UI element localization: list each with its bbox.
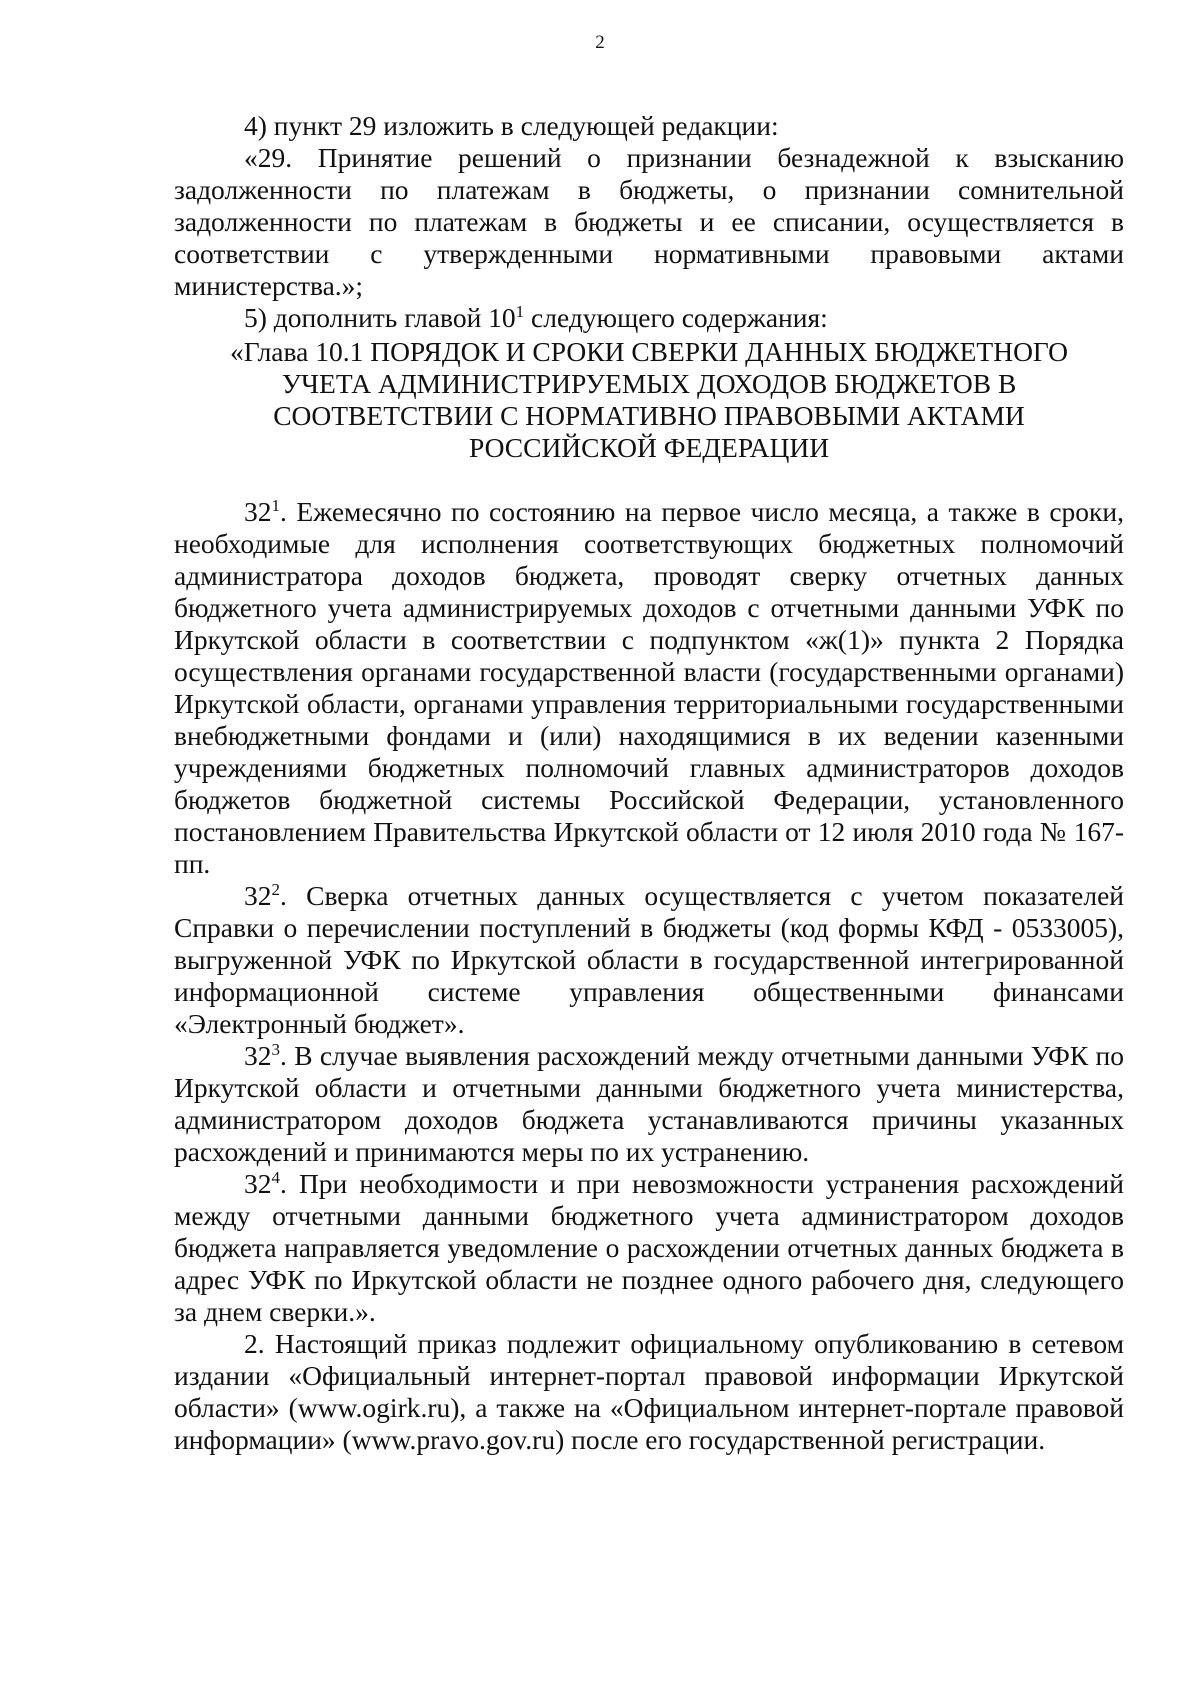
- clause-32-1: [174, 496, 1124, 880]
- chapter-heading-line-4: РОССИЙСКОЙ ФЕДЕРАЦИИ: [468, 432, 830, 463]
- clause-number: 32: [244, 1168, 272, 1199]
- clause-32-4: [174, 1168, 1124, 1328]
- item-5-intro: [174, 302, 1124, 334]
- item-4-text: «29. Принятие решений о признании безнадежной к взысканию задолженности по платежам в бюджеты, о признании сомнительной задолженности по платежам в бюджеты и ее списании, осуществляется в соответствии с утвержденными нормативными правовыми актами министерства.»;: [174, 142, 1124, 301]
- item-4-intro: 4) пункт 29 изложить в следующей редакции:: [244, 110, 779, 141]
- clause-text: . Сверка отчетных данных осуществляется с учетом показателей Справки о перечислении поступлений в бюджеты (код формы КФД - 0533005), выгруженной УФК по Иркутской области в государственной интегрированной информационной системе управления общественными финансами «Электронный бюджет».: [174, 880, 1124, 1039]
- document-body: [174, 110, 1124, 1456]
- item-5-intro-before: 5) дополнить главой 10: [244, 302, 516, 333]
- chapter-heading-line-1: «Глава 10.1 ПОРЯДОК И СРОКИ СВЕРКИ ДАННЫХ БЮДЖЕТНОГО: [230, 336, 1068, 367]
- item-5-intro-after: следующего содержания:: [524, 302, 828, 333]
- item-5-intro-sup: 1: [515, 301, 525, 321]
- clause-number: 32: [244, 1040, 272, 1071]
- clause-text: . В случае выявления расхождений между отчетными данными УФК по Иркутской области и отчетными данными бюджетного учета министерства, администратором доходов бюджета устанавливаются причины указанных расхождений и принимаются меры по их устранению.: [174, 1040, 1124, 1167]
- chapter-heading: [174, 336, 1124, 464]
- clause-sup: 1: [271, 495, 280, 515]
- clause-32-3: [174, 1040, 1124, 1168]
- chapter-heading-line-3: СООТВЕТСТВИИ С НОРМАТИВНО ПРАВОВЫМИ АКТАМИ: [273, 400, 1025, 431]
- clause-number: 32: [244, 880, 272, 911]
- clause-sup: 2: [271, 879, 280, 899]
- heading-spacer: [174, 464, 1124, 496]
- chapter-heading-line-2: УЧЕТА АДМИНИСТРИРУЕМЫХ ДОХОДОВ БЮДЖЕТОВ В: [281, 368, 1017, 399]
- clause-text: . Ежемесячно по состоянию на первое число месяца, а также в сроки, необходимые для исполнения соответствующих бюджетных полномочий администратора доходов бюджета, проводят сверку отчетных данных бюджетного учета администрируемых доходов с отчетными данными УФК по Иркутской области в соответствии с подпунктом «ж(1)» пункта 2 Порядка осуществления органами государственной власти (государственными органами) Иркутской области, органами управления территориальными государственными внебюджетными фондами и (или) находящимися в их ведении казенными учреждениями бюджетных полномочий главных администраторов доходов бюджетов бюджетной системы Российской Федерации, установленного постановлением Правительства Иркутской области от 12 июля 2010 года № 167-пп.: [174, 496, 1124, 879]
- clause-text: . При необходимости и при невозможности устранения расхождений между отчетными данными бюджетного учета администратором доходов бюджета направляется уведомление о расхождении отчетных данных бюджета в адрес УФК по Иркутской области не позднее одного рабочего дня, следующего за днем сверки.».: [174, 1168, 1124, 1327]
- clause-sup: 3: [271, 1039, 280, 1059]
- clause-number: 32: [244, 496, 272, 527]
- item-2: 2. Настоящий приказ подлежит официальному опубликованию в сетевом издании «Официальный интернет-портал правовой информации Иркутской области» (www.ogirk.ru), а также на «Официальном интернет-портале правовой информации» (www.pravo.gov.ru) после его государственной регистрации.: [174, 1328, 1124, 1455]
- clause-sup: 4: [271, 1167, 280, 1187]
- page-number: 2: [595, 32, 605, 53]
- clause-32-2: [174, 880, 1124, 1040]
